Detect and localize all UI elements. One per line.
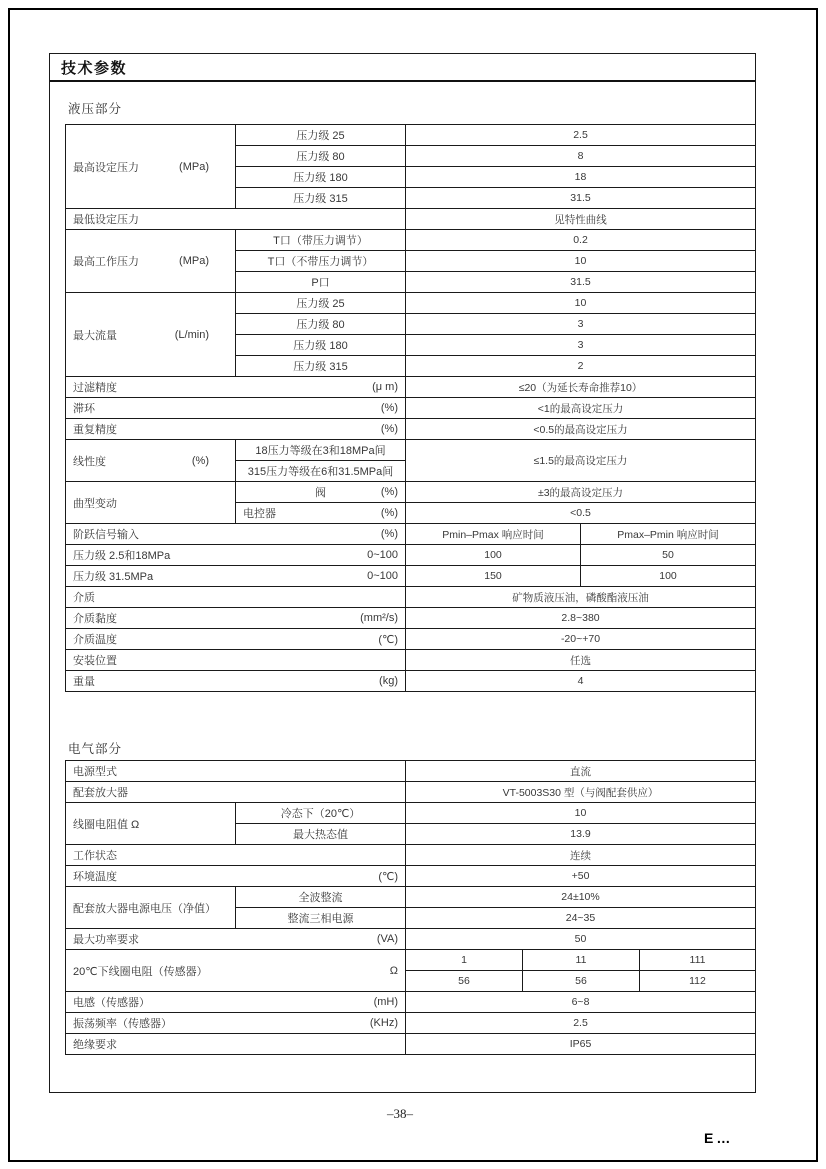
corner-mark: E… (704, 1130, 734, 1146)
row-label: 重复精度 (73, 424, 117, 436)
sub-label-cell: P口 (236, 272, 406, 293)
sub-label-cell: 压力级 80 (236, 314, 406, 335)
hydraulic-table (65, 124, 756, 692)
value-cell: 31.5 (406, 188, 756, 209)
table-row (66, 992, 756, 1013)
row-unit: (%) (380, 528, 398, 540)
label-unit (66, 377, 405, 397)
value-cell: 10 (406, 803, 756, 824)
value-cell: 111 (640, 950, 756, 971)
row-unit: (℃) (378, 870, 398, 883)
sub-label-cell: 全波整流 (236, 887, 406, 908)
table-row (66, 1013, 756, 1034)
row-label: 线性度 (73, 455, 106, 468)
sub-label-cell: 315压力等级在6和31.5MPa间 (236, 461, 406, 482)
value-cell: 1 (406, 950, 523, 971)
value-cell: 50 (581, 545, 756, 566)
sub-label-cell: 冷态下（20℃） (236, 803, 406, 824)
value-cell: ≤1.5的最高设定压力 (406, 440, 756, 482)
table-row (66, 209, 756, 230)
table-row (66, 125, 756, 146)
value-cell: ±3的最高设定压力 (406, 482, 756, 503)
page-number: –38– (387, 1106, 413, 1121)
table-row (66, 650, 756, 671)
filtration-label-cell (66, 377, 406, 398)
row-unit: (MPa) (179, 160, 209, 173)
title-band (50, 54, 755, 82)
value-cell: 2.5 (406, 125, 756, 146)
row-label: 介质黏度 (73, 613, 117, 625)
value-cell: 2.8~380 (406, 608, 756, 629)
inductance-label-cell (66, 992, 406, 1013)
value-cell: -20~+70 (406, 629, 756, 650)
value-cell: 56 (406, 971, 523, 992)
max-power-label-cell (66, 929, 406, 950)
value-cell: 24~35 (406, 908, 756, 929)
signal-range: 0~100 (367, 549, 398, 561)
label-unit (66, 929, 405, 949)
value-cell: 24±10% (406, 887, 756, 908)
sub-label-cell: 压力级 25 (236, 293, 406, 314)
value-cell: IP65 (406, 1034, 756, 1055)
label-unit (66, 157, 235, 177)
value-cell: <0.5 (406, 503, 756, 524)
label-unit (66, 419, 405, 439)
value-cell: 112 (640, 971, 756, 992)
table-row (66, 293, 756, 314)
row-unit: Ω (389, 964, 398, 977)
value-cell: 31.5 (406, 272, 756, 293)
valve-sub-label-cell (236, 482, 406, 503)
curve-variation-label-cell: 曲型变动 (66, 482, 236, 524)
insulation-label-cell: 绝缘要求 (66, 1034, 406, 1055)
value-cell: 100 (581, 566, 756, 587)
value-cell: 8 (406, 146, 756, 167)
max-work-pressure-label-cell (66, 230, 236, 293)
sub-label-cell: T口（不带压力调节） (236, 251, 406, 272)
sub-label-cell: 压力级 315 (236, 356, 406, 377)
max-flow-label-cell (66, 293, 236, 377)
step-signal-label-cell (66, 524, 406, 545)
table-row (66, 782, 756, 803)
label-unit (66, 992, 405, 1012)
table-row (66, 845, 756, 866)
sub-label-cell: 压力级 25 (236, 125, 406, 146)
signal-range: 0~100 (367, 570, 398, 582)
working-state-label-cell: 工作状态 (66, 845, 406, 866)
page-title: 技术参数 (61, 59, 128, 77)
value-cell: 连续 (406, 845, 756, 866)
row-unit: (mm²/s) (360, 612, 398, 624)
row-label: 最大功率要求 (73, 934, 139, 946)
table-row (66, 398, 756, 419)
table-row (66, 524, 756, 545)
table-row (66, 803, 756, 824)
row-unit: (%) (380, 423, 398, 435)
table-row (66, 608, 756, 629)
amplifier-label-cell: 配套放大器 (66, 782, 406, 803)
label-unit (66, 961, 405, 981)
max-set-pressure-label-cell (66, 125, 236, 209)
row-label: 电感（传感器） (73, 997, 150, 1009)
label-unit (66, 866, 405, 886)
min-set-pressure-label-cell: 最低设定压力 (66, 209, 406, 230)
value-cell: 6~8 (406, 992, 756, 1013)
response-time-header-1: Pmin–Pmax 响应时间 (406, 524, 581, 545)
row-unit: (%) (191, 454, 209, 467)
medium-temp-label-cell (66, 629, 406, 650)
sub-label-cell: T口（带压力调节） (236, 230, 406, 251)
label-unit (66, 325, 235, 345)
repeatability-label-cell (66, 419, 406, 440)
table-row (66, 929, 756, 950)
row-label: 最高工作压力 (73, 256, 139, 268)
sub-label-cell: 最大热态值 (236, 824, 406, 845)
viscosity-label-cell (66, 608, 406, 629)
row-label: 电控器 (243, 508, 276, 520)
table-row (66, 950, 756, 971)
row-label: 最大流量 (73, 329, 117, 342)
table-row (66, 1034, 756, 1055)
value-cell: 100 (406, 545, 581, 566)
label-unit (66, 566, 405, 586)
table-row (66, 761, 756, 782)
value-cell: 3 (406, 335, 756, 356)
value-cell: +50 (406, 866, 756, 887)
row-unit: (%) (380, 507, 398, 519)
hydraulic-section-title: 液压部分 (68, 102, 123, 116)
value-cell: ≤20（为延长寿命推荐10） (406, 377, 756, 398)
value-cell: 矿物质液压油，磷酸酯液压油 (406, 587, 756, 608)
value-cell: <0.5的最高设定压力 (406, 419, 756, 440)
controller-sub-label-cell (236, 503, 406, 524)
pressure-grade-cell (66, 566, 406, 587)
sub-label-cell: 压力级 80 (236, 146, 406, 167)
label-unit (66, 1013, 405, 1033)
sensor-resistance-label-cell (66, 950, 406, 992)
sub-label-cell: 压力级 315 (236, 188, 406, 209)
label-unit (236, 482, 405, 502)
table-row (66, 377, 756, 398)
linearity-label-cell (66, 440, 236, 482)
row-unit: (mH) (373, 996, 398, 1008)
row-unit: (%) (380, 486, 398, 498)
response-time-header-2: Pmax–Pmin 响应时间 (581, 524, 756, 545)
value-cell: 0.2 (406, 230, 756, 251)
row-label: 压力级 2.5和18MPa (73, 550, 171, 562)
electric-section-title: 电气部分 (68, 742, 123, 756)
value-cell: 2.5 (406, 1013, 756, 1034)
table-row (66, 866, 756, 887)
row-label: 阀 (315, 487, 326, 499)
sub-label-cell: 压力级 180 (236, 167, 406, 188)
value-cell: 2 (406, 356, 756, 377)
power-type-label-cell: 电源型式 (66, 761, 406, 782)
table-row (66, 587, 756, 608)
pressure-grade-cell (66, 545, 406, 566)
row-unit: (μ m) (372, 381, 398, 393)
row-unit: (℃) (378, 633, 398, 646)
weight-label-cell (66, 671, 406, 692)
label-unit (66, 545, 405, 565)
value-cell: 56 (523, 971, 640, 992)
row-label: 最高设定压力 (73, 161, 139, 174)
row-label: 阶跃信号输入 (73, 529, 139, 541)
row-label: 20℃下线圈电阻（传感器） (73, 965, 208, 978)
supply-voltage-label-cell: 配套放大器电源电压（净值） (66, 887, 236, 929)
row-label: 压力级 31.5MPa (73, 571, 154, 583)
row-label: 介质温度 (73, 634, 117, 646)
hysteresis-label-cell (66, 398, 406, 419)
mounting-label-cell: 安装位置 (66, 650, 406, 671)
row-label: 滞环 (73, 403, 95, 415)
row-unit: (KHz) (369, 1017, 398, 1029)
sub-label-cell: 18压力等级在3和18MPa间 (236, 440, 406, 461)
value-cell: 18 (406, 167, 756, 188)
electric-table (65, 760, 756, 1055)
table-row (66, 419, 756, 440)
value-cell: 4 (406, 671, 756, 692)
label-unit (66, 451, 235, 471)
value-cell: 13.9 (406, 824, 756, 845)
row-unit: (kg) (379, 675, 398, 687)
table-row (66, 545, 756, 566)
row-unit: (VA) (376, 933, 398, 945)
label-unit (66, 608, 405, 628)
label-unit (236, 503, 405, 523)
value-cell: 10 (406, 251, 756, 272)
row-label: 振荡频率（传感器） (73, 1018, 172, 1030)
row-unit: (%) (380, 402, 398, 414)
oscillation-label-cell (66, 1013, 406, 1034)
table-row (66, 629, 756, 650)
label-unit (66, 524, 405, 544)
value-cell: 11 (523, 950, 640, 971)
row-label: 环境温度 (73, 871, 117, 883)
value-cell: VT-5003S30 型（与阀配套供应） (406, 782, 756, 803)
label-unit (66, 251, 235, 271)
value-cell: 3 (406, 314, 756, 335)
label-unit (66, 671, 405, 691)
value-cell: 直流 (406, 761, 756, 782)
table-row (66, 230, 756, 251)
ambient-temp-label-cell (66, 866, 406, 887)
label-unit (66, 398, 405, 418)
value-cell: <1的最高设定压力 (406, 398, 756, 419)
value-cell: 50 (406, 929, 756, 950)
medium-label-cell: 介质 (66, 587, 406, 608)
table-row (66, 566, 756, 587)
value-cell: 见特性曲线 (406, 209, 756, 230)
row-label: 重量 (73, 676, 95, 688)
table-row (66, 887, 756, 908)
row-unit: (L/min) (174, 328, 209, 341)
table-row (66, 671, 756, 692)
row-label: 过滤精度 (73, 382, 117, 394)
sub-label-cell: 整流三相电源 (236, 908, 406, 929)
value-cell: 10 (406, 293, 756, 314)
coil-resistance-label-cell: 线圈电阻值 Ω (66, 803, 236, 845)
table-row (66, 482, 756, 503)
value-cell: 任选 (406, 650, 756, 671)
label-unit (66, 629, 405, 649)
value-cell: 150 (406, 566, 581, 587)
sub-label-cell: 压力级 180 (236, 335, 406, 356)
row-unit: (MPa) (179, 255, 209, 267)
table-row (66, 440, 756, 461)
